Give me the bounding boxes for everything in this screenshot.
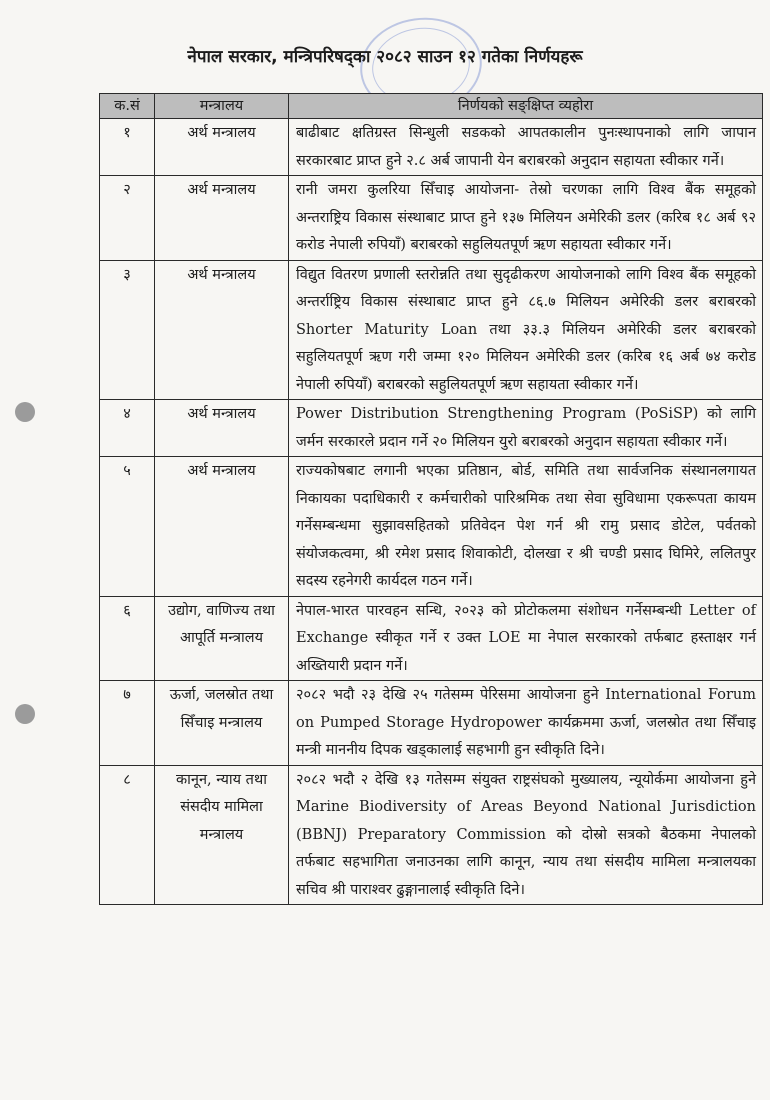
- row-serial: ७: [100, 681, 155, 766]
- header-serial: क.सं: [100, 94, 155, 119]
- table-header-row: [100, 94, 763, 119]
- row-ministry: अर्थ मन्त्रालय: [155, 260, 289, 400]
- row-serial: ५: [100, 457, 155, 597]
- row-serial: ४: [100, 400, 155, 457]
- header-summary: निर्णयको सङ्क्षिप्त व्यहोरा: [289, 94, 763, 119]
- table-row: [100, 596, 763, 681]
- row-ministry: अर्थ मन्त्रालय: [155, 400, 289, 457]
- row-serial: १: [100, 119, 155, 176]
- decisions-table: [99, 93, 763, 905]
- row-summary: २०८२ भदौ २ देखि १३ गतेसम्म संयुक्त राष्ट्रसंघको मुख्यालय, न्यूयोर्कमा आयोजना हुने Marine Biodiversity of Areas Beyond National Jurisdiction (BBNJ) Preparatory Commission को दोस्रो सत्रको बैठकमा नेपालको तर्फबाट सहभागिता जनाउनका लागि कानून, न्याय तथा संसदीय मामिला मन्त्रालयका सचिव श्री पाराश्वर ढुङ्गानालाई स्वीकृति दिने।: [289, 765, 763, 905]
- row-ministry: कानून, न्याय तथा संसदीय मामिला मन्त्रालय: [155, 765, 289, 905]
- table-row: [100, 681, 763, 766]
- table-row: [100, 765, 763, 905]
- row-summary: रानी जमरा कुलरिया सिँचाइ आयोजना- तेस्रो चरणका लागि विश्व बैंक समूहको अन्तराष्ट्रिय विकास संस्थाबाट प्राप्त हुने १३७ मिलियन अमेरिकी डलर (करिब १८ अर्ब ९२ करोड नेपाली रुपियाँ) बराबरको सहुलियतपूर्ण ऋण सहायता स्वीकार गर्ने।: [289, 176, 763, 261]
- page-title: नेपाल सरकार, मन्त्रिपरिषद्का २०८२ साउन १२ गतेका निर्णयहरू: [187, 47, 583, 67]
- row-summary: २०८२ भदौ २३ देखि २५ गतेसम्म पेरिसमा आयोजना हुने International Forum on Pumped Storage Hydropower कार्यक्रममा ऊर्जा, जलस्रोत तथा सिँचाइ मन्त्री माननीय दिपक खड्कालाई सहभागी हुन स्वीकृति दिने।: [289, 681, 763, 766]
- row-ministry: ऊर्जा, जलस्रोत तथा सिँचाइ मन्त्रालय: [155, 681, 289, 766]
- punch-hole: [15, 402, 35, 422]
- row-serial: ६: [100, 596, 155, 681]
- row-serial: ८: [100, 765, 155, 905]
- table-row: [100, 260, 763, 400]
- row-summary: विद्युत वितरण प्रणाली स्तरोन्नति तथा सुदृढीकरण आयोजनाको लागि विश्व बैंक समूहको अन्तर्राष्ट्रिय विकास संस्थाबाट प्राप्त हुने ८६.७ मिलियन अमेरिकी डलर बराबरको Shorter Maturity Loan तथा ३३.३ मिलियन अमेरिकी डलर बराबरको सहुलियतपूर्ण ऋण गरी जम्मा १२० मिलियन अमेरिकी डलर (करिब १६ अर्ब ७४ करोड नेपाली रुपियाँ) बराबरको सहुलियतपूर्ण ऋण सहायता स्वीकार गर्ने।: [289, 260, 763, 400]
- row-summary: Power Distribution Strengthening Program (PoSiSP) को लागि जर्मन सरकारले प्रदान गर्ने २० मिलियन युरो बराबरको अनुदान सहायता स्वीकार गर्ने।: [289, 400, 763, 457]
- row-ministry: उद्योग, वाणिज्य तथा आपूर्ति मन्त्रालय: [155, 596, 289, 681]
- punch-hole: [15, 704, 35, 724]
- row-ministry: अर्थ मन्त्रालय: [155, 176, 289, 261]
- table-row: [100, 119, 763, 176]
- row-ministry: अर्थ मन्त्रालय: [155, 457, 289, 597]
- row-serial: ३: [100, 260, 155, 400]
- row-summary: बाढीबाट क्षतिग्रस्त सिन्धुली सडकको आपतकालीन पुनःस्थापनाको लागि जापान सरकारबाट प्राप्त हुने २.८ अर्ब जापानी येन बराबरको अनुदान सहायता स्वीकार गर्ने।: [289, 119, 763, 176]
- table-row: [100, 400, 763, 457]
- table-row: [100, 457, 763, 597]
- row-serial: २: [100, 176, 155, 261]
- row-summary: नेपाल-भारत पारवहन सन्धि, २०२३ को प्रोटोकलमा संशोधन गर्नेसम्बन्धी Letter of Exchange स्वीकृत गर्ने र उक्त LOE मा नेपाल सरकारको तर्फबाट हस्ताक्षर गर्न अख्तियारी प्रदान गर्ने।: [289, 596, 763, 681]
- header-ministry: मन्त्रालय: [155, 94, 289, 119]
- table-row: [100, 176, 763, 261]
- row-summary: राज्यकोषबाट लगानी भएका प्रतिष्ठान, बोर्ड, समिति तथा सार्वजनिक संस्थानलगायत निकायका पदाधिकारी र कर्मचारीको पारिश्रमिक तथा सेवा सुविधामा एकरूपता कायम गर्नेसम्बन्धमा सुझावसहितको प्रतिवेदन पेश गर्न श्री रामु प्रसाद डोटेल, पर्वतको संयोजकत्वमा, श्री रमेश प्रसाद शिवाकोटी, दोलखा र श्री चण्डी प्रसाद घिमिरे, ललितपुर सदस्य रहनेगरी कार्यदल गठन गर्ने।: [289, 457, 763, 597]
- row-ministry: अर्थ मन्त्रालय: [155, 119, 289, 176]
